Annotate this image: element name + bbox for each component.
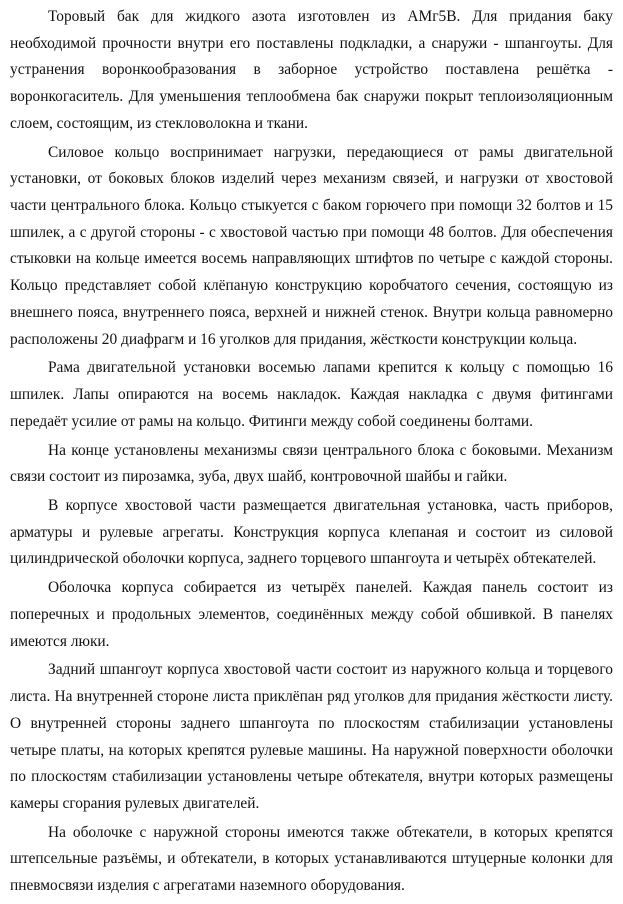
paragraph-power-ring: Силовое кольцо воспринимает нагрузки, передающиеся от рамы двигательной установки, от боковых блоков изделий через механизм связей, и нагрузки от хвостовой части центрального блока. Кольцо стыкуется с баком горючего при помощи 32 болтов и 15 шпилек, а с другой стороны - с хвостовой частью при помощи 48 болтов. Для обеспечения стыковки на кольце имеется восемь направляющих штифтов по четыре с каждой стороны. Кольцо представляет собой клёпаную конструкцию коробчатого сечения, состоящую из внешнего пояса, внутреннего пояса, верхней и нижней стенок. Внутри кольца равномерно расположены 20 диафрагм и 16 уголков для придания, жёсткости конструкции кольца. (10, 143, 613, 348)
paragraph-link-mechanism: На конце установлены механизмы связи центрального блока с боковыми. Механизм связи состоит из пирозамка, зуба, двух шайб, контровочной шайбы и гайки. (10, 441, 613, 486)
paragraph-nitrogen-tank: Торовый бак для жидкого азота изготовлен из АМг5В. Для придания баку необходимой прочности внутри его поставлены подкладки, а снаружи - шпангоуты. Для устранения воронкообразования в заборное устройство поставлена решётка - воронкогаситель. Для уменьшения теплообмена бак снаружи покрыт теплоизоляционным слоем, состоящим, из стекловолокна и ткани. (10, 8, 613, 132)
paragraph-rear-frame: Задний шпангоут корпуса хвостовой части состоит из наружного кольца и торцевого листа. На внутренней стороне листа приклёпан ряд уголков для придания жёсткости листу. О внутренней стороны заднего шпангоута по плоскостям стабилизации установлены четыре платы, на которых крепятся рулевые машины. На наружной поверхности оболочки по плоскостям стабилизации установлены четыре обтекателя, внутри которых размещены камеры сгорания рулевых двигателей. (10, 661, 613, 812)
paragraph-engine-frame: Рама двигательной установки восемью лапами крепится к кольцу с помощью 16 шпилек. Лапы опираются на восемь накладок. Каждая накладка с двумя фитингами передаёт усилие от рамы на кольцо. Фитинги между собой соединены болтами. (10, 359, 613, 430)
paragraph-shell-panels: Оболочка корпуса собирается из четырёх панелей. Каждая панель состоит из поперечных и продольных элементов, соединённых между собой обшивкой. В панелях имеются люки. (10, 579, 613, 650)
paragraph-fairings: На оболочке с наружной стороны имеются также обтекатели, в которых крепятся штепсельные разъёмы, и обтекатели, в которых устанавливаются штуцерные колонки для пневмосвязи изделия с агрегатами наземного оборудования. (10, 823, 613, 895)
document-page (10, 4, 613, 902)
paragraph-tail-section: В корпусе хвостовой части размещается двигательная установка, часть приборов, арматуры и рулевые агрегаты. Конструкция корпуса клепаная и состоит из силовой цилиндрической оболочки корпуса, заднего торцевого шпангоута и четырёх обтекателей. (10, 497, 613, 568)
